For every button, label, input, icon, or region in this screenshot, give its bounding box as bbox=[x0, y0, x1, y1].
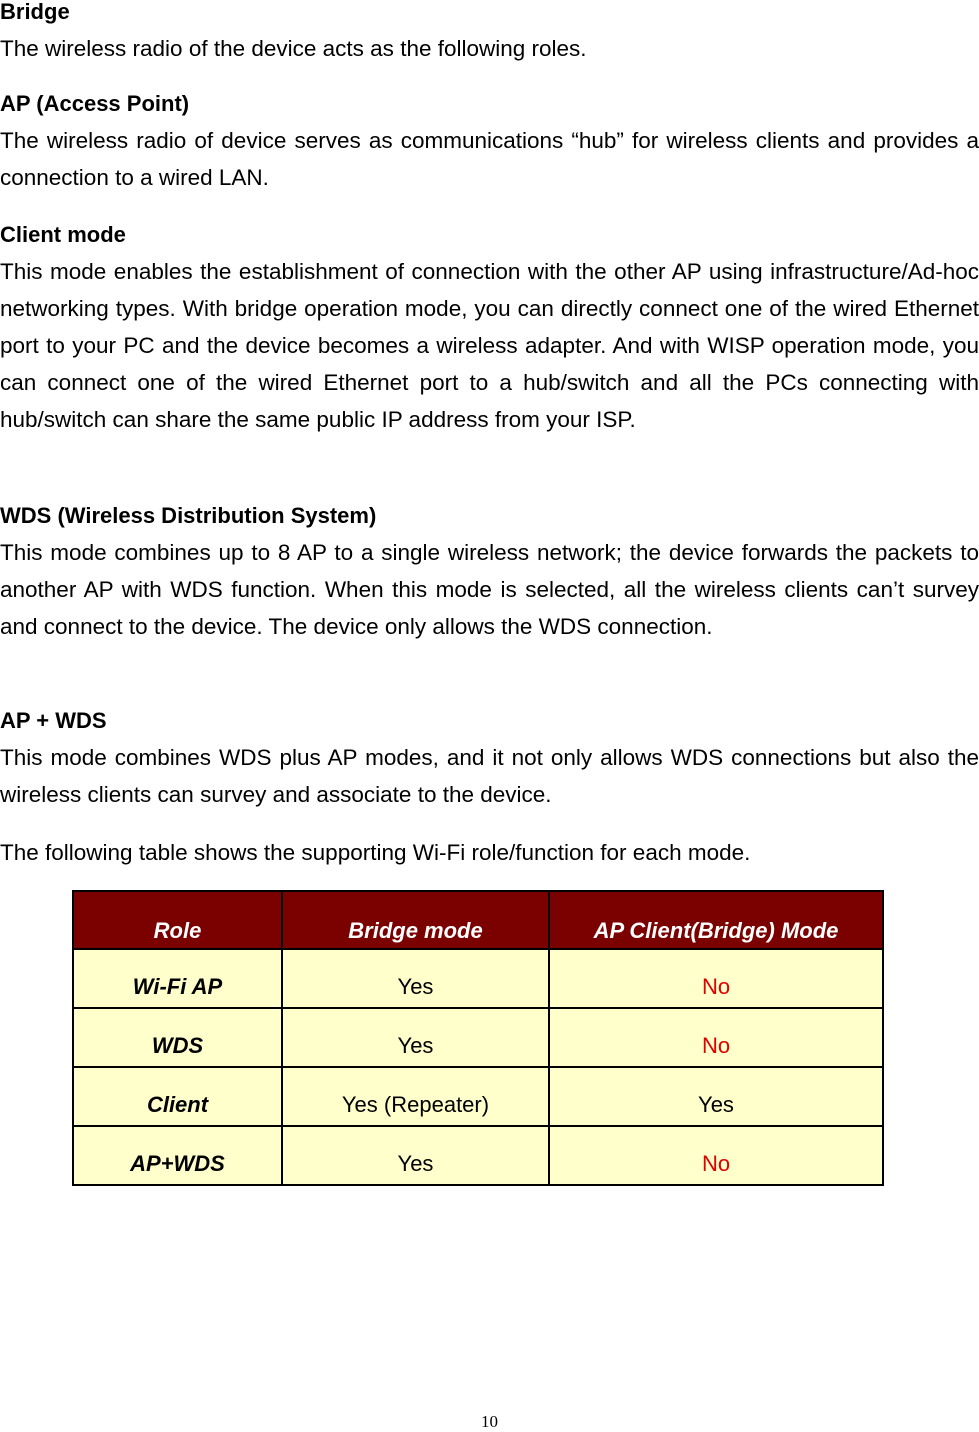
paragraph-bridge: The wireless radio of the device acts as the following roles. bbox=[0, 36, 587, 61]
heading-bridge: Bridge bbox=[0, 0, 70, 24]
cell-bridge: Yes (Repeater) bbox=[282, 1067, 549, 1126]
heading-wds: WDS (Wireless Distribution System) bbox=[0, 503, 377, 528]
cell-apclient: No bbox=[549, 1126, 883, 1185]
heading-client: Client mode bbox=[0, 222, 126, 247]
mode-support-table bbox=[72, 890, 884, 1186]
table-row bbox=[73, 1067, 883, 1126]
cell-apclient: Yes bbox=[549, 1067, 883, 1126]
heading-ap: AP (Access Point) bbox=[0, 91, 190, 116]
cell-apclient: No bbox=[549, 949, 883, 1008]
cell-apclient: No bbox=[549, 1008, 883, 1067]
heading-apwds: AP + WDS bbox=[0, 708, 107, 733]
header-role: Role bbox=[73, 891, 282, 949]
cell-bridge: Yes bbox=[282, 1008, 549, 1067]
paragraph-ap: The wireless radio of device serves as communications “hub” for wireless clients and provides a connection to a wired LAN. bbox=[0, 128, 979, 190]
section-apwds bbox=[0, 702, 979, 813]
cell-bridge: Yes bbox=[282, 949, 549, 1008]
mode-table-wrapper bbox=[72, 890, 882, 1186]
section-client bbox=[0, 216, 979, 438]
row-role: AP+WDS bbox=[73, 1126, 282, 1185]
paragraph-apwds: This mode combines WDS plus AP modes, and it not only allows WDS connections but also the wireless clients can survey and associate to the device. bbox=[0, 745, 979, 807]
table-intro: The following table shows the supporting Wi-Fi role/function for each mode. bbox=[0, 840, 751, 865]
row-role: WDS bbox=[73, 1008, 282, 1067]
row-role: Client bbox=[73, 1067, 282, 1126]
table-row bbox=[73, 1126, 883, 1185]
table-row bbox=[73, 949, 883, 1008]
section-wds bbox=[0, 497, 979, 645]
row-role: Wi-Fi AP bbox=[73, 949, 282, 1008]
paragraph-wds: This mode combines up to 8 AP to a single wireless network; the device forwards the packets to another AP with WDS function. When this mode is selected, all the wireless clients can’t survey and connect to the device. The device only allows the WDS connection. bbox=[0, 540, 979, 639]
section-ap bbox=[0, 85, 979, 196]
table-header-row bbox=[73, 891, 883, 949]
section-bridge bbox=[0, 0, 979, 67]
header-bridge-mode: Bridge mode bbox=[282, 891, 549, 949]
page-number: 10 bbox=[481, 1412, 498, 1431]
paragraph-client: This mode enables the establishment of connection with the other AP using infrastructure/Ad-hoc networking types. With bridge operation mode, you can directly connect one of the wired Ethernet port to your PC and the device becomes a wireless adapter. And with WISP operation mode, you can connect one of the wired Ethernet port to a hub/switch and all the PCs connecting with hub/switch can share the same public IP address from your ISP. bbox=[0, 259, 979, 432]
cell-bridge: Yes bbox=[282, 1126, 549, 1185]
table-row bbox=[73, 1008, 883, 1067]
section-table-intro bbox=[0, 834, 979, 871]
header-ap-client-mode: AP Client(Bridge) Mode bbox=[549, 891, 883, 949]
